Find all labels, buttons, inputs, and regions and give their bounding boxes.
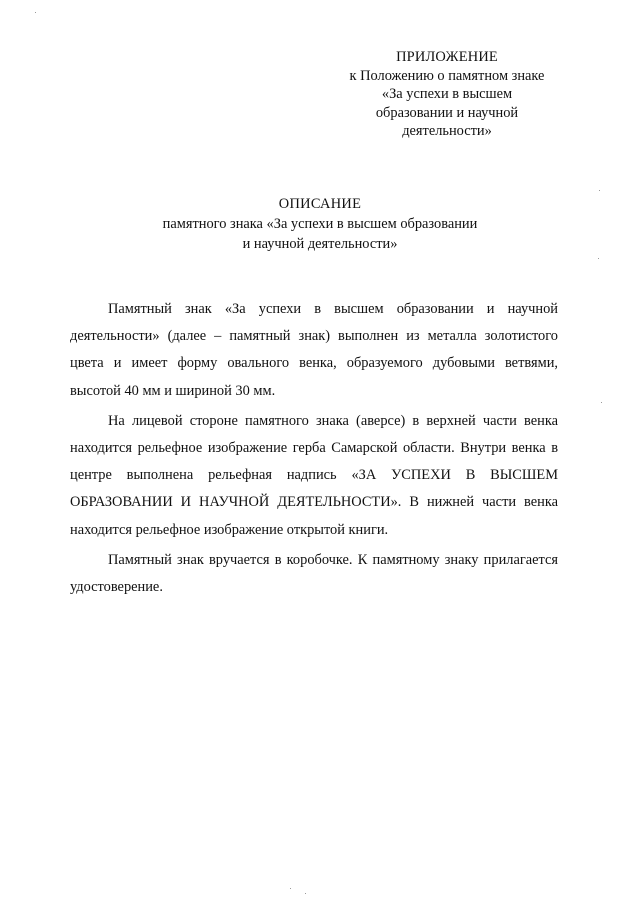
document-title-block: [0, 194, 640, 254]
appendix-heading: ПРИЛОЖЕНИЕ: [396, 49, 498, 65]
document-body: [70, 296, 558, 604]
appendix-line: к Положению о памятном знаке: [349, 67, 545, 84]
body-paragraph: Памятный знак вручается в коробочке. К памятному знаку прилагается удостоверение.: [70, 551, 558, 596]
appendix-line: образовании и научной: [375, 104, 519, 121]
document-subtitle-line: и научной деятельности»: [242, 236, 398, 252]
body-paragraph: Памятный знак «За успехи в высшем образовании и научной деятельности» (далее – памятный знак) выполнен из металла золотистого цвета и имеет форму овального венка, образуемого дубовыми ветвями, высотой 40 мм и шириной 30 мм.: [70, 301, 558, 399]
appendix-block: [325, 48, 569, 141]
body-paragraph: На лицевой стороне памятного знака (аверсе) в верхней части венка находится рельефное изображение герба Самарской области. Внутри венка в центре выполнена рельефная надпись «ЗА УСПЕХИ В ВЫСШЕМ ОБРАЗОВАНИИ И НАУЧНОЙ ДЕЯТЕЛЬНОСТИ». В нижней части венка находится рельефное изображение открытой книги.: [70, 412, 558, 538]
appendix-line: деятельности»: [402, 123, 492, 139]
appendix-line: «За успехи в высшем: [381, 86, 513, 102]
document-subtitle-line: памятного знака «За успехи в высшем образовании: [162, 216, 478, 232]
document-title: ОПИСАНИЕ: [278, 196, 362, 212]
